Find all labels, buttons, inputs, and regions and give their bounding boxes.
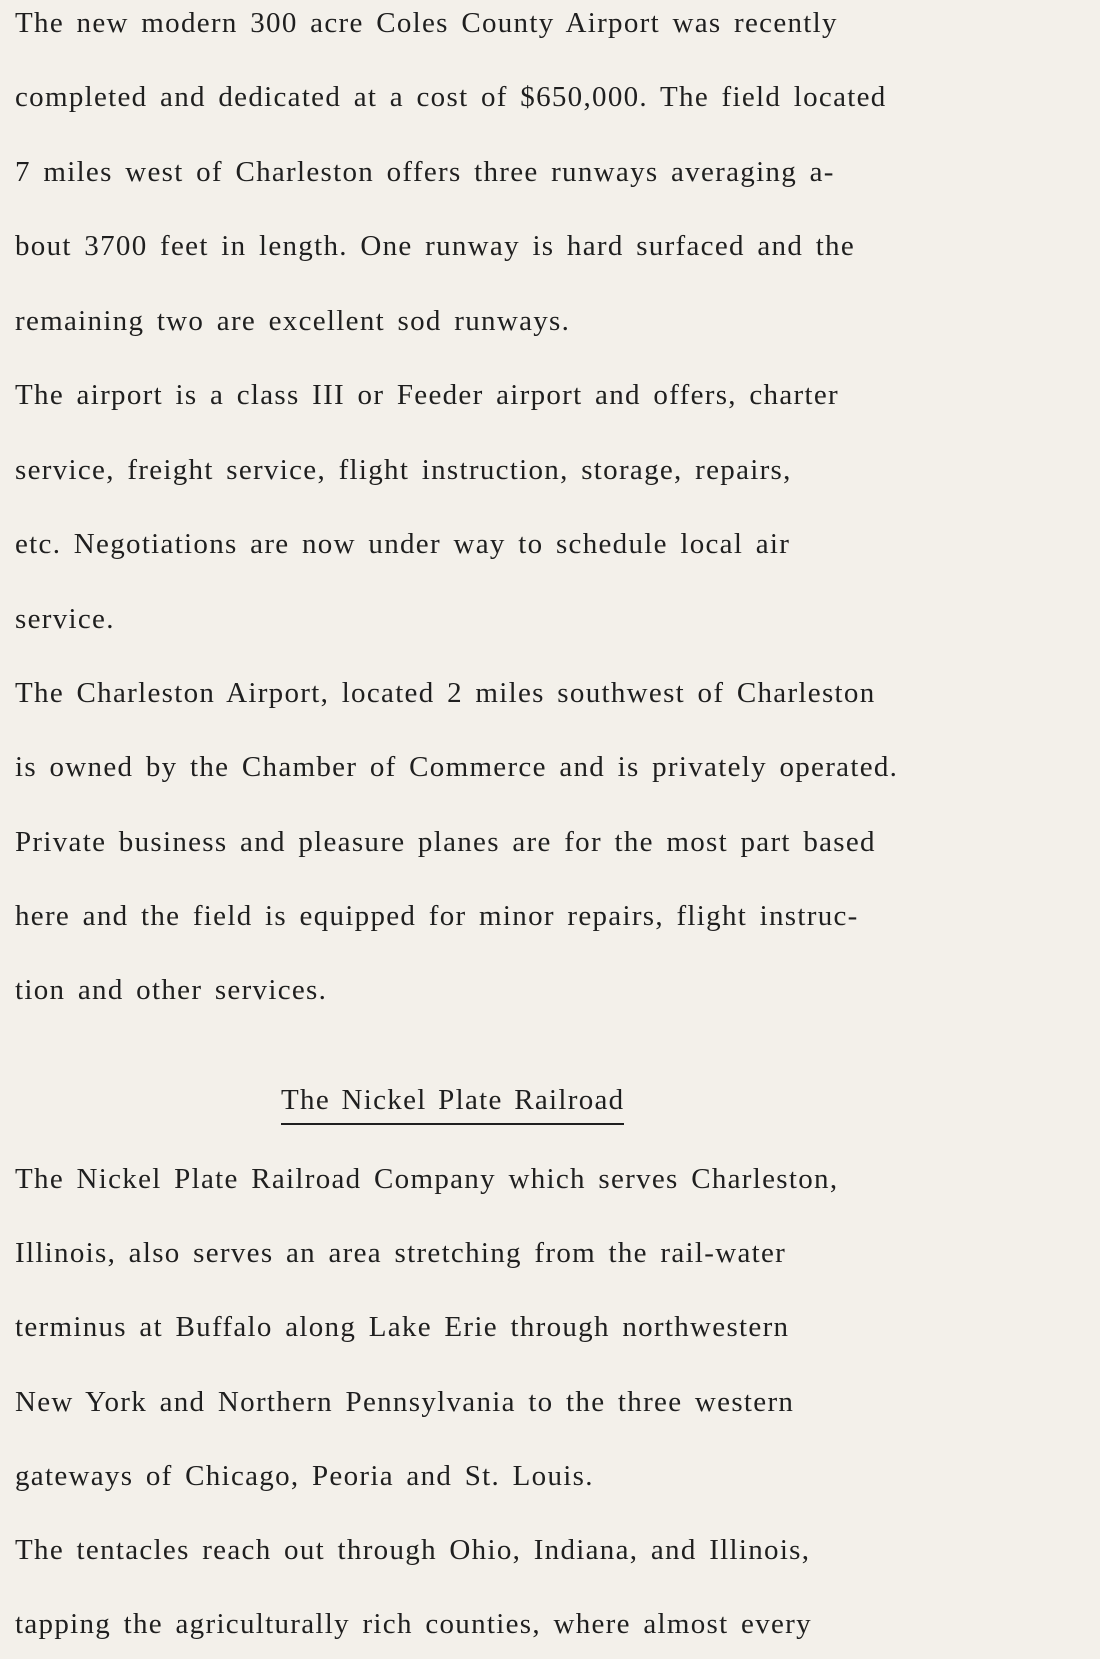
text-line: service, freight service, flight instruction, storage, repairs, <box>15 454 792 486</box>
text-line: tapping the agriculturally rich counties, where almost every <box>15 1608 812 1640</box>
text-line: tion and other services. <box>15 974 328 1006</box>
text-line: New York and Northern Pennsylvania to the three western <box>15 1386 795 1418</box>
text-line: gateways of Chicago, Peoria and St. Louis. <box>15 1460 594 1492</box>
text-line: completed and dedicated at a cost of $650,000. The field located <box>15 81 887 113</box>
text-line: The Nickel Plate Railroad Company which serves Charleston, <box>15 1163 839 1195</box>
text-line: terminus at Buffalo along Lake Erie through northwestern <box>15 1311 790 1343</box>
text-line: The Charleston Airport, located 2 miles southwest of Charleston <box>15 677 876 709</box>
text-line: bout 3700 feet in length. One runway is hard surfaced and the <box>15 230 856 262</box>
text-line: The new modern 300 acre Coles County Airport was recently <box>15 7 838 39</box>
text-line: is owned by the Chamber of Commerce and is privately operated. <box>15 751 899 783</box>
text-line: The tentacles reach out through Ohio, Indiana, and Illinois, <box>15 1534 811 1566</box>
text-line: service. <box>15 603 115 635</box>
text-line: Illinois, also serves an area stretching from the rail-water <box>15 1237 787 1269</box>
text-line: remaining two are excellent sod runways. <box>15 305 571 337</box>
text-line: 7 miles west of Charleston offers three runways averaging a- <box>15 156 835 188</box>
text-line: here and the field is equipped for minor repairs, flight instruc- <box>15 900 859 932</box>
section-heading: The Nickel Plate Railroad <box>281 1083 624 1125</box>
text-line: etc. Negotiations are now under way to schedule local air <box>15 528 791 560</box>
text-line: The airport is a class III or Feeder airport and offers, charter <box>15 379 839 411</box>
text-line: Private business and pleasure planes are for the most part based <box>15 826 876 858</box>
